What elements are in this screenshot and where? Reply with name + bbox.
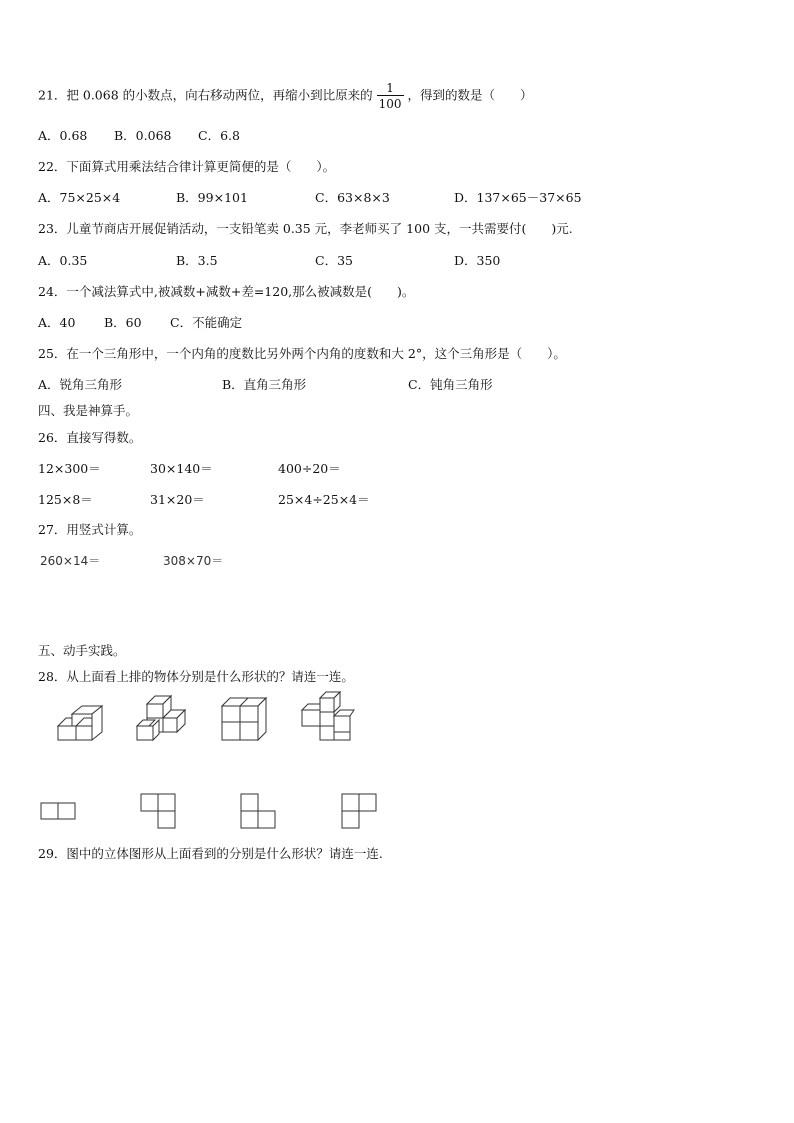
q22-option-b: B．99×101 <box>176 190 248 205</box>
square <box>241 811 258 828</box>
square <box>359 794 376 811</box>
cube-face <box>222 722 240 740</box>
cube-face <box>320 698 334 712</box>
q21-option-c: C．6.8 <box>198 128 240 143</box>
square <box>141 794 158 811</box>
q23-option-b: B．3.5 <box>176 253 218 268</box>
cube-face <box>240 706 258 722</box>
q27-item: 308×70＝ <box>163 554 224 568</box>
q23-option-a: A．0.35 <box>38 253 88 268</box>
q23-option-d: D．350 <box>454 253 501 268</box>
cube-face <box>147 704 163 718</box>
cube-face <box>334 710 354 716</box>
q22-option-a: A．75×25×4 <box>38 190 121 205</box>
q25-option-a: A．锐角三角形 <box>38 377 123 392</box>
cube-face <box>163 718 177 732</box>
view-3 <box>240 793 276 829</box>
q23-option-c: C．35 <box>315 253 353 268</box>
q26-stem: 26．直接写得数。 <box>38 430 142 445</box>
cube-face <box>302 704 320 710</box>
q26-item: 31×20＝ <box>150 492 205 507</box>
q21-stem-pre: 21．把 0.068 的小数点，向右移动两位，再缩小到比原来的 <box>38 87 373 103</box>
cube-face <box>320 726 334 740</box>
fraction <box>377 82 404 110</box>
q21-stem <box>38 82 533 110</box>
q25-option-b: B．直角三角形 <box>222 377 307 392</box>
view-2 <box>140 793 176 829</box>
square <box>41 803 58 819</box>
q26-item: 125×8＝ <box>38 492 93 507</box>
q24-option-a: A．40 <box>38 315 76 330</box>
q21-stem-post: ，得到的数是（ ） <box>407 87 533 103</box>
cube-face <box>222 706 240 722</box>
solid-1 <box>56 704 106 744</box>
cube-face <box>258 698 266 740</box>
solid-3 <box>220 696 268 742</box>
cube-face <box>137 726 153 740</box>
cube-face <box>334 732 350 740</box>
q25-stem: 25．在一个三角形中，一个内角的度数比另外两个内角的度数和大 2°，这个三角形是（ ）。 <box>38 346 566 361</box>
q21-option-b: B．0.068 <box>114 128 172 143</box>
cube-face <box>240 722 258 740</box>
q26-item: 400÷20＝ <box>278 461 341 476</box>
square <box>158 811 175 828</box>
q24-stem: 24．一个减法算式中,被减数+减数+差=120,那么被减数是( )。 <box>38 284 415 299</box>
cube-face <box>76 726 92 740</box>
square <box>342 794 359 811</box>
q26-item: 12×300＝ <box>38 461 101 476</box>
q26-item: 25×4÷25×4＝ <box>278 492 370 507</box>
q27-item: 260×14＝ <box>40 554 101 568</box>
q24-option-c: C．不能确定 <box>170 315 243 330</box>
square <box>342 811 359 828</box>
solid-2 <box>135 694 187 746</box>
q22-stem: 22．下面算式用乘法结合律计算更简便的是（ ）。 <box>38 159 336 174</box>
fraction-denominator: 100 <box>378 97 402 111</box>
solid-4 <box>300 690 356 744</box>
cube-face <box>302 710 320 726</box>
q21-option-a: A．0.68 <box>38 128 88 143</box>
square <box>158 794 175 811</box>
section-4-heading: 四、我是神算手。 <box>38 403 139 418</box>
q28-stem: 28．从上面看上排的物体分别是什么形状的？请连一连。 <box>38 669 354 684</box>
q27-stem: 27．用竖式计算。 <box>38 522 142 537</box>
q23-stem: 23．儿童节商店开展促销活动，一支铅笔卖 0.35 元，李老师买了 100 支，一共需要付( )元. <box>38 221 573 236</box>
q29-stem: 29．图中的立体图形从上面看到的分别是什么形状？请连一连. <box>38 846 383 861</box>
fraction-numerator: 1 <box>386 81 394 95</box>
square <box>241 794 258 811</box>
section-5-heading: 五、动手实践。 <box>38 643 126 658</box>
q22-option-c: C．63×8×3 <box>315 190 390 205</box>
cube-face <box>320 712 334 726</box>
view-1 <box>40 802 76 820</box>
q24-option-b: B．60 <box>104 315 142 330</box>
q22-option-d: D．137×65－37×65 <box>454 190 582 205</box>
view-4 <box>341 793 377 829</box>
square <box>58 803 75 819</box>
q26-item: 30×140＝ <box>150 461 213 476</box>
cube-face <box>334 716 350 732</box>
cube-face <box>58 726 76 740</box>
square <box>258 811 275 828</box>
q25-option-c: C．钝角三角形 <box>408 377 493 392</box>
